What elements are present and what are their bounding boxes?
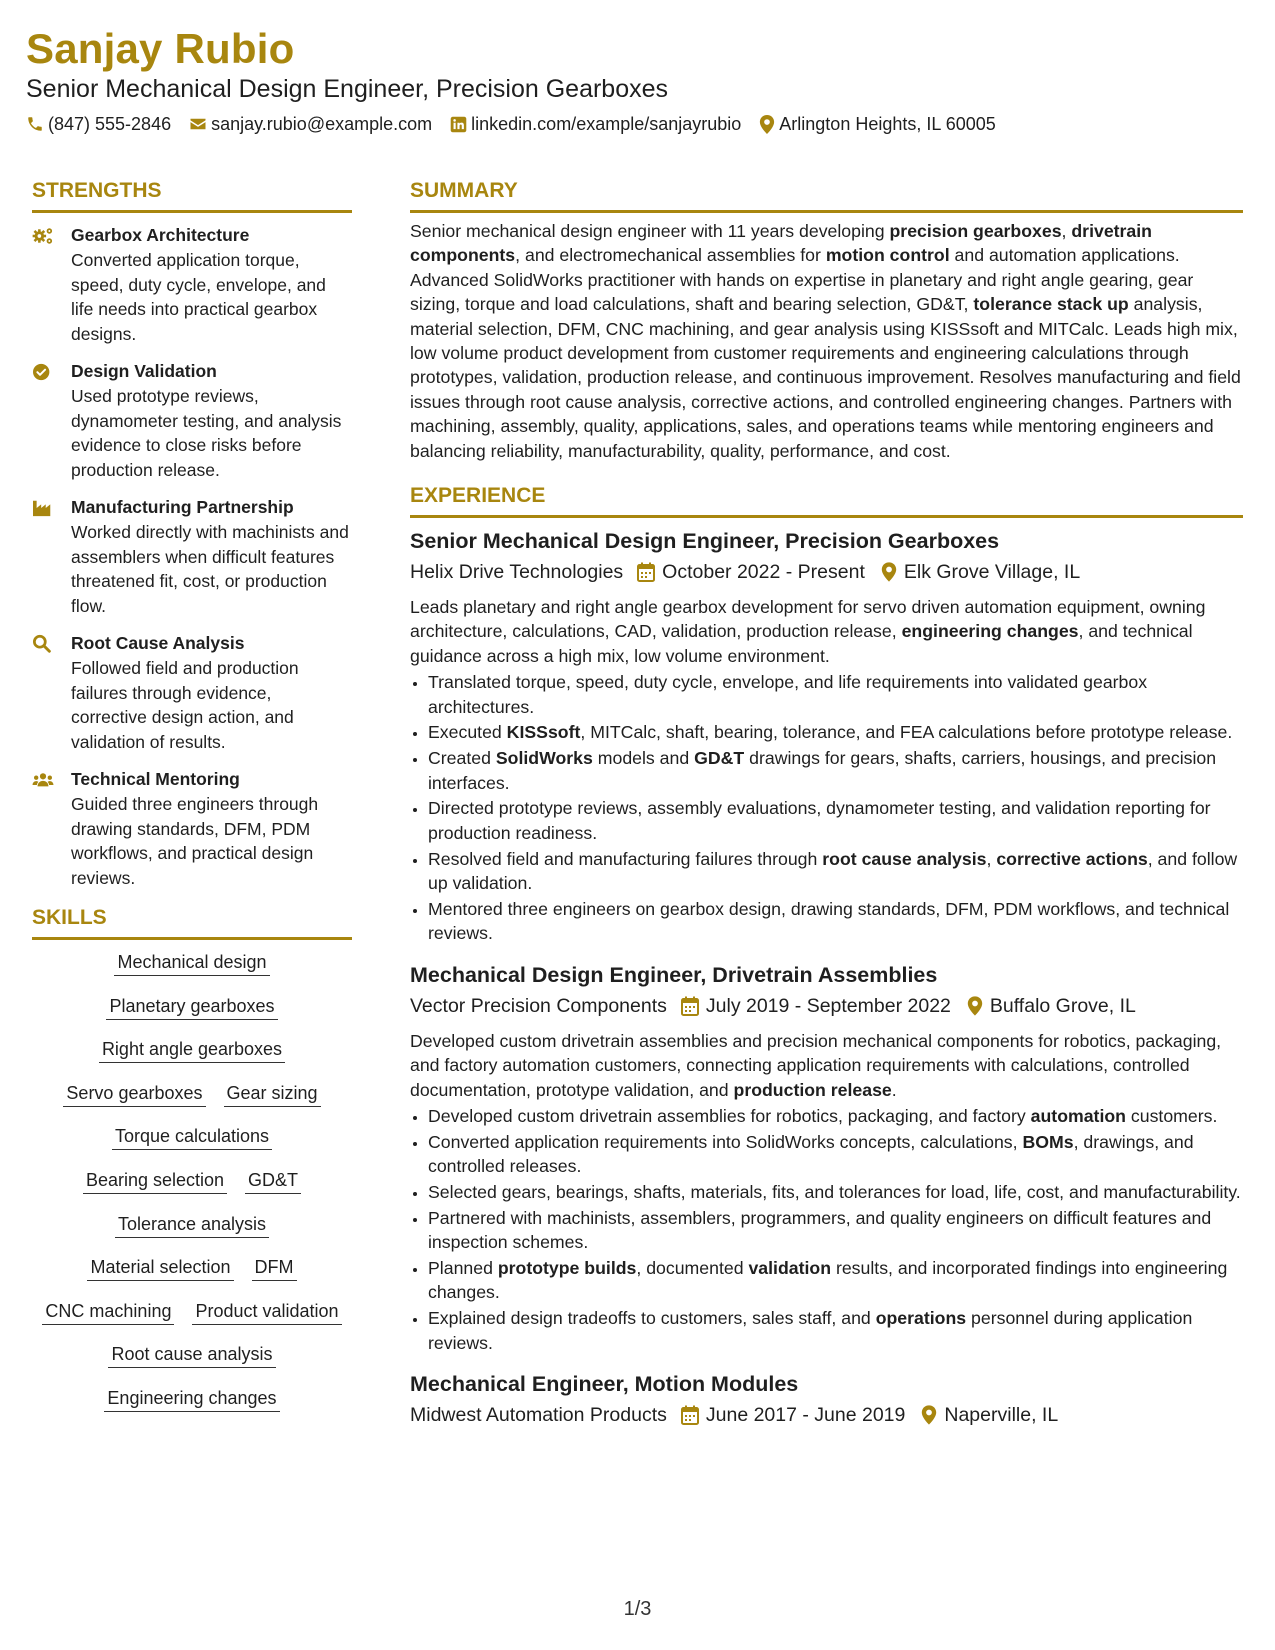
- gears-icon: [32, 226, 54, 246]
- strength-desc: Guided three engineers through drawing standards, DFM, PDM workflows, and practical design reviews.: [71, 794, 319, 888]
- emphasis-text: tolerance stack up: [973, 294, 1129, 315]
- skill-tag: Material selection: [87, 1255, 233, 1281]
- skill-row: [32, 1168, 352, 1194]
- strength-title: Root Cause Analysis: [71, 633, 245, 653]
- page-number: 1/3: [623, 1598, 652, 1620]
- job-bullet: • Executed KISSsoft, MITCalc, shaft, bearing, tolerance, and FEA calculations before prototype release.: [428, 720, 1243, 744]
- phone-icon: [26, 115, 44, 133]
- emphasis-text: root cause analysis: [822, 848, 987, 869]
- skill-row: [32, 1299, 352, 1325]
- strength-item: [32, 223, 352, 346]
- strength-title: Technical Mentoring: [71, 769, 240, 789]
- job-bullet: • Partnered with machinists, assemblers, programmers, and quality engineers on difficult features and inspection schemes.: [428, 1206, 1243, 1255]
- skill-tag: Right angle gearboxes: [99, 1037, 285, 1063]
- job-dates: July 2019 - September 2022: [705, 994, 951, 1017]
- map-marker-icon: [759, 115, 775, 134]
- emphasis-text: SolidWorks: [495, 748, 593, 769]
- skill-tag: Gear sizing: [224, 1081, 321, 1107]
- skill-row: [32, 1386, 352, 1412]
- skill-tag: Mechanical design: [114, 950, 269, 976]
- strength-desc: Converted application torque, speed, duty cycle, envelope, and life needs into practical gearbox designs.: [71, 250, 326, 344]
- skill-row: [32, 1342, 352, 1368]
- envelope-icon: [189, 115, 207, 133]
- job-dates: October 2022 - Present: [662, 561, 865, 584]
- linkedin-icon: [450, 116, 467, 133]
- contact-email[interactable]: [189, 111, 432, 137]
- emphasis-text: prototype builds: [497, 1257, 637, 1278]
- skills-heading: SKILLS: [32, 903, 352, 940]
- job-bullet: • Planned prototype builds, documented validation results, and incorporated findings into engineering changes.: [428, 1256, 1243, 1305]
- skill-row: [32, 950, 352, 976]
- job-dates: June 2017 - June 2019: [705, 1403, 906, 1426]
- skill-row: [32, 1037, 352, 1063]
- job-entry: [410, 1369, 1243, 1430]
- job-title: Mechanical Engineer, Motion Modules: [410, 1371, 799, 1396]
- industry-icon: [32, 498, 54, 518]
- map-marker-icon: [967, 996, 983, 1016]
- strength-title: Manufacturing Partnership: [71, 497, 294, 517]
- contact-phone: [26, 111, 171, 137]
- emphasis-text: GD&T: [694, 748, 745, 769]
- job-entry: [410, 960, 1243, 1355]
- emphasis-text: BOMs: [1022, 1131, 1074, 1152]
- right-column: [410, 176, 1243, 1430]
- job-title: Senior Mechanical Design Engineer, Precision Gearboxes: [410, 529, 1000, 554]
- candidate-headline: Senior Mechanical Design Engineer, Precision Gearboxes: [26, 75, 669, 103]
- job-company: Vector Precision Components: [410, 994, 667, 1017]
- skill-row: [32, 994, 352, 1020]
- job-meta: [410, 1400, 1243, 1430]
- skill-tag: GD&T: [245, 1168, 301, 1194]
- strength-title: Design Validation: [71, 361, 217, 381]
- job-description: Leads planetary and right angle gearbox development for servo driven automation equipment, owning architecture, calculations, CAD, validation, production release, engineering changes, and technical guidance across a high mix, low volume environment.: [410, 597, 1206, 666]
- calendar-icon: [681, 1405, 699, 1425]
- strength-title: Gearbox Architecture: [71, 225, 250, 245]
- job-location: Naperville, IL: [944, 1403, 1059, 1426]
- contact-linkedin[interactable]: [450, 111, 741, 137]
- job-location: Buffalo Grove, IL: [989, 994, 1136, 1017]
- strength-desc: Used prototype reviews, dynamometer testing, and analysis evidence to close risks before production release.: [71, 386, 342, 480]
- summary-heading: SUMMARY: [410, 176, 1243, 213]
- strength-item: [32, 359, 352, 482]
- map-marker-icon: [921, 1405, 937, 1425]
- emphasis-text: precision gearboxes: [889, 221, 1062, 241]
- job-bullet: • Created SolidWorks models and GD&T drawings for gears, shafts, carriers, housings, and precision interfaces.: [428, 746, 1243, 795]
- contact-bar: [26, 111, 1014, 137]
- map-marker-icon: [881, 562, 897, 582]
- emphasis-text: automation: [1030, 1105, 1126, 1126]
- skill-tag: Product validation: [192, 1299, 341, 1325]
- job-description: Developed custom drivetrain assemblies and precision mechanical components for robotics, packaging, and factory automation customers, connecting application requirements with calculations, controlled documentation, prototype validation, and production release.: [410, 1030, 1222, 1100]
- job-title: Mechanical Design Engineer, Drivetrain Assemblies: [410, 962, 938, 987]
- skill-tag: Planetary gearboxes: [106, 994, 277, 1020]
- contact-location: [759, 111, 995, 137]
- users-icon: [32, 770, 54, 790]
- calendar-icon: [637, 562, 655, 582]
- job-company: Helix Drive Technologies: [410, 561, 624, 584]
- job-entry: [410, 526, 1243, 946]
- strength-item: [32, 495, 352, 618]
- emphasis-text: motion control: [825, 245, 950, 266]
- skill-tag: Tolerance analysis: [115, 1212, 269, 1238]
- job-location: Elk Grove Village, IL: [903, 561, 1081, 584]
- skill-tag: CNC machining: [42, 1299, 174, 1325]
- linkedin-text: linkedin.com/example/sanjayrubio: [471, 114, 742, 134]
- skill-row: [32, 1081, 352, 1107]
- emphasis-text: drivetrain components: [410, 221, 1152, 266]
- job-bullet: • Translated torque, speed, duty cycle, envelope, and life requirements into validated gearbox architectures.: [428, 670, 1243, 719]
- emphasis-text: KISSsoft: [506, 722, 581, 743]
- skill-tag: Root cause analysis: [108, 1342, 275, 1368]
- job-company: Midwest Automation Products: [410, 1403, 667, 1426]
- search-icon: [32, 634, 54, 654]
- job-bullet: • Directed prototype reviews, assembly evaluations, dynamometer testing, and validation reporting for production readiness.: [428, 796, 1243, 845]
- left-column: [32, 176, 352, 1430]
- job-meta: [410, 557, 1243, 587]
- skill-tag: Bearing selection: [83, 1168, 227, 1194]
- skill-row: [32, 1212, 352, 1238]
- skill-row: [32, 1124, 352, 1150]
- strengths-heading: STRENGTHS: [32, 176, 352, 213]
- job-bullet: • Resolved field and manufacturing failures through root cause analysis, corrective actions, and follow up validation.: [428, 847, 1243, 896]
- emphasis-text: validation: [748, 1257, 832, 1278]
- skill-tag: Servo gearboxes: [63, 1081, 205, 1107]
- job-bullets: [410, 1104, 1243, 1355]
- skill-tag: DFM: [252, 1255, 297, 1281]
- email-text: sanjay.rubio@example.com: [211, 114, 433, 134]
- skill-tag: Engineering changes: [104, 1386, 279, 1412]
- emphasis-text: operations: [875, 1308, 967, 1329]
- emphasis-text: production release: [733, 1079, 892, 1100]
- job-bullet: • Developed custom drivetrain assemblies for robotics, packaging, and factory automation customers.: [428, 1104, 1243, 1128]
- skills-list: [32, 950, 352, 1412]
- job-bullet: • Selected gears, bearings, shafts, materials, fits, and tolerances for load, life, cost, and manufacturability.: [428, 1180, 1243, 1204]
- check-circle-icon: [32, 362, 54, 382]
- job-bullets: [410, 670, 1243, 945]
- strength-desc: Worked directly with machinists and assemblers when difficult features threatened fit, cost, or production flow.: [71, 522, 349, 616]
- strength-item: [32, 631, 352, 754]
- summary-text: Senior mechanical design engineer with 11 years developing precision gearboxes, drivetrain components, and electromechanical assemblies for motion control and automation applications. Advanced SolidWorks practitioner with hands on expertise in planetary and right angle gearing, gear sizing, torque and load calculations, shaft and bearing selection, GD&T, tolerance stack up analysis, material selection, DFM, CNC machining, and gear analysis using KISSsoft and MITCalc. Leads high mix, low volume product development from customer requirements and engineering calculations through prototypes, validation, production release, and continuous improvement. Resolves manufacturing and field issues through root cause analysis, corrective actions, and controlled engineering changes. Partners with machining, assembly, quality, applications, sales, and operations teams while mentoring engineers and balancing reliability, manufacturability, quality, performance, and cost.: [410, 221, 1241, 461]
- experience-heading: EXPERIENCE: [410, 481, 1243, 518]
- emphasis-text: corrective actions: [996, 848, 1148, 869]
- calendar-icon: [681, 996, 699, 1016]
- job-meta: [410, 991, 1243, 1021]
- strength-item: [32, 767, 352, 890]
- location-text: Arlington Heights, IL 60005: [779, 114, 996, 134]
- strengths-list: [32, 223, 352, 890]
- candidate-name: Sanjay Rubio: [26, 25, 295, 72]
- job-bullet: • Converted application requirements into SolidWorks concepts, calculations, BOMs, drawings, and controlled releases.: [428, 1130, 1243, 1179]
- skill-tag: Torque calculations: [112, 1124, 272, 1150]
- job-bullet: • Explained design tradeoffs to customers, sales staff, and operations personnel during application reviews.: [428, 1306, 1243, 1355]
- strength-desc: Followed field and production failures through evidence, corrective design action, and validation of results.: [71, 658, 299, 752]
- job-bullet: • Mentored three engineers on gearbox design, drawing standards, DFM, PDM workflows, and technical reviews.: [428, 897, 1243, 946]
- emphasis-text: engineering changes: [901, 621, 1079, 642]
- phone-text: (847) 555-2846: [48, 114, 172, 134]
- skill-row: [32, 1255, 352, 1281]
